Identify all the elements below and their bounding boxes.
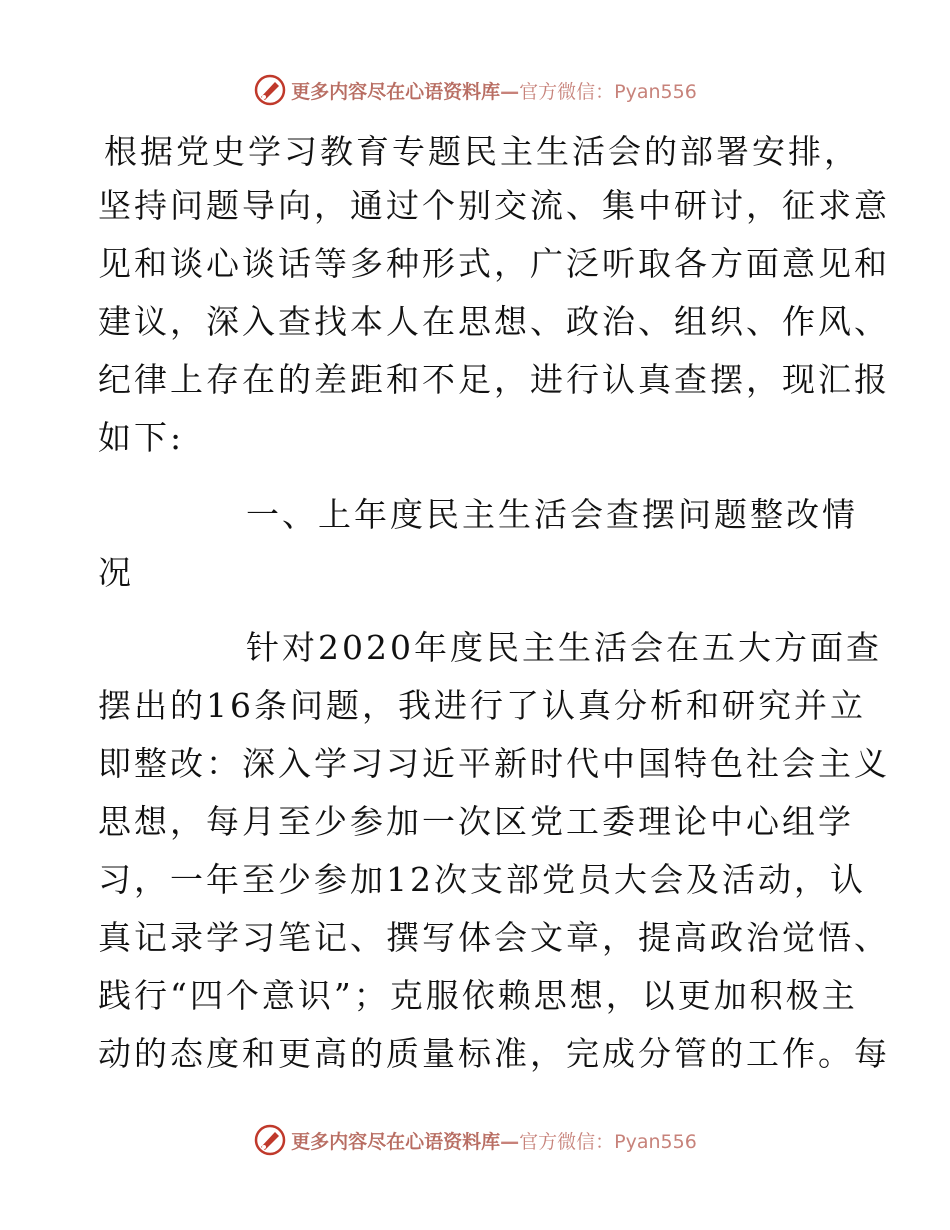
footer-banner-text [291,1127,697,1154]
body-line: 纪律上存在的差距和不足，进行认真查摆，现汇报 [98,360,890,399]
body-line: 坚持问题导向，通过个别交流、集中研讨，征求意 [98,186,890,225]
footer-site-text: 更多内容尽在心语资料库 [291,1130,501,1153]
body-line: 真记录学习笔记、撰写体会文章，提高政治觉悟、 [98,918,890,957]
body-line: 习，一年至少参加12次支部党员大会及活动，认 [98,860,866,899]
header-site-text: 更多内容尽在心语资料库 [291,80,501,103]
pen-logo-icon [253,1123,287,1157]
header-banner-text [291,77,697,104]
pen-logo-icon [253,73,287,107]
header-wechat-text: 官方微信：Pyan556 [519,80,697,103]
body-line: 摆出的16条问题，我进行了认真分析和研究并立 [98,686,866,725]
body-line: 根据党史学习教育专题民主生活会的部署安排， [104,132,860,171]
body-line: 建议，深入查找本人在思想、政治、组织、作风、 [98,302,890,341]
body-line: 思想，每月至少参加一次区党工委理论中心组学 [98,802,854,841]
section-heading: 一、上年度民主生活会查摆问题整改情 [246,495,858,534]
body-line: 践行“四个意识”；克服依赖思想，以更加积极主 [98,976,858,1015]
body-line: 动的态度和更高的质量标准，完成分管的工作。每 [98,1034,890,1073]
footer-watermark-banner [0,1120,950,1160]
section-heading-continued: 况 [98,553,134,592]
footer-wechat-text: 官方微信：Pyan556 [519,1130,697,1153]
body-line: 即整改：深入学习习近平新时代中国特色社会主义 [98,744,890,783]
header-dash: — [500,80,520,103]
footer-dash: — [500,1130,520,1153]
header-watermark-banner [0,70,950,110]
body-line: 见和谈心谈话等多种形式，广泛听取各方面意见和 [98,244,890,283]
body-line: 如下: [98,418,185,457]
body-line: 针对2020年度民主生活会在五大方面查 [246,628,882,667]
